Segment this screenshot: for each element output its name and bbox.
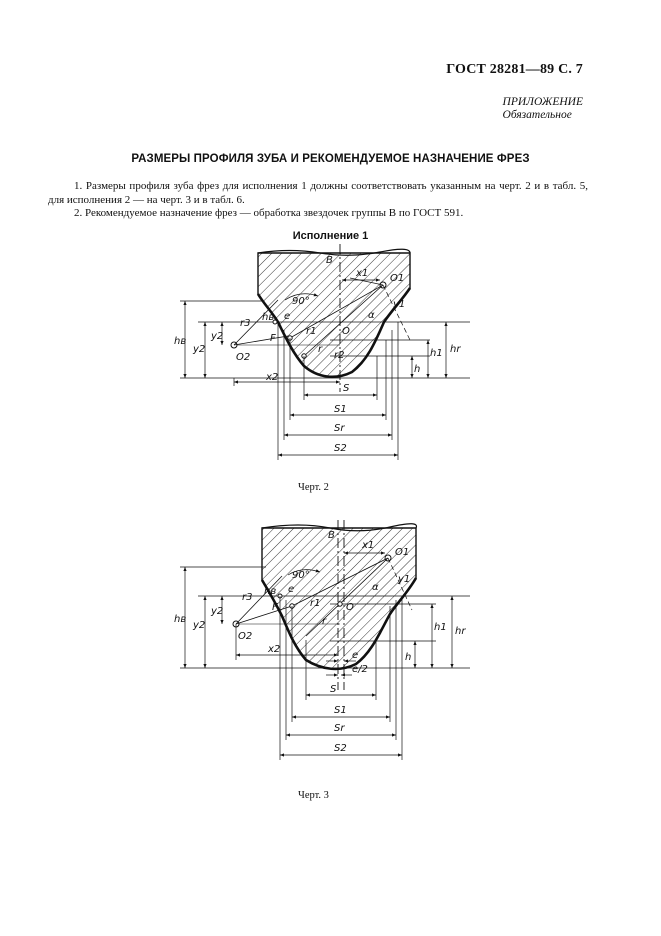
label-y1-fig3: y1: [398, 574, 411, 585]
label-hB-fig2: hв: [262, 312, 275, 323]
label-O1-fig2: O1: [390, 273, 405, 284]
label-hd-fig3: hв: [174, 614, 187, 625]
label-Sr-fig2: Sr: [334, 423, 345, 434]
label-y1-fig2: y1: [393, 299, 406, 310]
standard-header: ГОСТ 28281—89 С. 7: [446, 62, 583, 77]
label-hd-fig2: hв: [174, 336, 187, 347]
page-title: РАЗМЕРЫ ПРОФИЛЯ ЗУБА И РЕКОМЕНДУЕМОЕ НАЗНАЧЕНИЕ ФРЕЗ: [131, 153, 530, 165]
label-O-fig3: O: [346, 602, 354, 613]
paragraph-2-text: 2. Рекомендуемое назначение фрез — обработка звездочек группы В по ГОСТ 591.: [74, 207, 464, 219]
label-e-fig2: e: [284, 311, 291, 322]
annex-status: Обязательное: [502, 109, 572, 121]
label-y2-fig3: y2: [211, 606, 224, 617]
paragraph-1-text: 1. Размеры профиля зуба фрез для исполнения 1 должны соответствовать указанным на черт. 2 и в табл. 5, для исполнения 2 — на черт. 3 и в табл. 6.: [48, 180, 588, 206]
label-hr-fig2: hr: [450, 344, 461, 355]
label-S2-fig3: S2: [334, 743, 347, 754]
label-x1-fig2: x1: [356, 268, 369, 279]
label-B-fig3: B: [328, 530, 335, 541]
figure-title: Исполнение 1: [292, 230, 369, 242]
label-F-fig3: F: [272, 602, 278, 613]
label-O1-fig3: O1: [395, 547, 410, 558]
label-r3-fig3: r3: [242, 592, 253, 603]
label-h2-fig3: y2: [193, 620, 206, 631]
tooth-body-fig3: [262, 528, 416, 669]
label-x2-fig2: x2: [266, 372, 279, 383]
drawing-fig2: [174, 244, 470, 460]
label-r-fig2: r: [318, 344, 323, 355]
label-ehalf-fig3: e/2: [352, 664, 368, 675]
label-r3-fig2: r3: [240, 318, 251, 329]
label-O2-fig3: O2: [238, 631, 253, 642]
label-e-fig3: e: [288, 584, 295, 595]
drawing-fig3: [174, 520, 470, 760]
label-O2-fig2: O2: [236, 352, 251, 363]
label-B-fig2: B: [326, 255, 333, 266]
label-hr-fig3: hr: [455, 626, 466, 637]
label-S1-fig3: S1: [334, 705, 347, 716]
label-r1-fig3: r1: [310, 598, 321, 609]
label-h-fig2: h: [414, 364, 421, 375]
label-90-fig2: 90°: [292, 296, 310, 307]
label-h1-fig3: h1: [434, 622, 447, 633]
label-h-fig3: h: [405, 652, 412, 663]
label-O-fig2: O: [342, 326, 350, 337]
caption-fig3: Черт. 3: [298, 790, 329, 801]
label-Sr-fig3: Sr: [334, 723, 345, 734]
label-90-fig3: 90°: [292, 570, 310, 581]
label-h1-fig2: h1: [430, 348, 443, 359]
label-alpha-fig2: α: [368, 310, 375, 321]
label-x2-fig3: x2: [268, 644, 281, 655]
annex-label: ПРИЛОЖЕНИЕ: [502, 96, 583, 108]
label-h2-fig2: y2: [193, 344, 206, 355]
label-S-fig2: S: [343, 383, 350, 394]
label-alpha-fig3: α: [372, 582, 379, 593]
caption-fig2: Черт. 2: [298, 482, 329, 493]
label-S1-fig2: S1: [334, 404, 347, 415]
label-r-fig3: r: [322, 616, 327, 627]
label-y2-fig2: y2: [211, 331, 224, 342]
label-r2-fig2: r2: [334, 350, 345, 361]
label-hB-fig3: hв: [264, 586, 277, 597]
label-r1-fig2: r1: [306, 326, 317, 337]
label-S-fig3: S: [330, 684, 337, 695]
label-e2-fig3: e: [352, 650, 359, 661]
label-F-fig2: F: [270, 333, 276, 344]
label-S2-fig2: S2: [334, 443, 347, 454]
label-x1-fig3: x1: [362, 540, 375, 551]
